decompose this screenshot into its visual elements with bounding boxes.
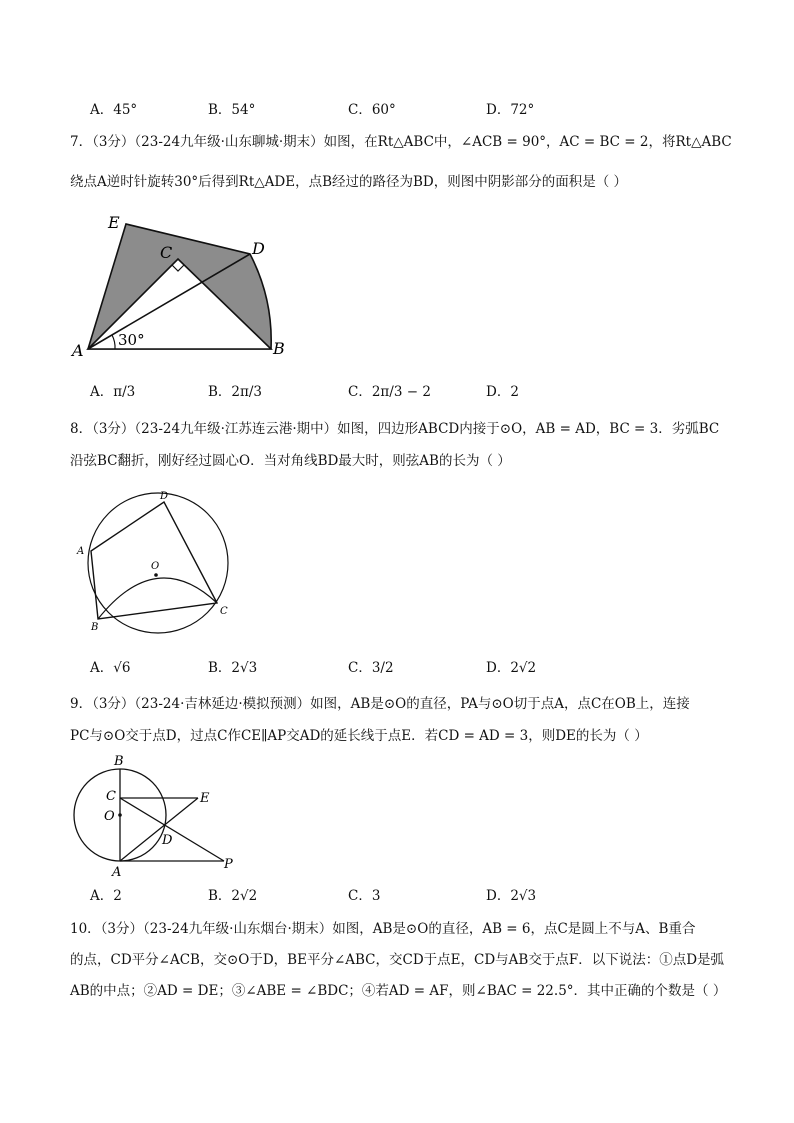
q8-option-d: D．2√2 [486, 660, 537, 676]
q7-text-line2: 绕点A逆时针旋转30°后得到Rt△ADE，点B经过的路径为BD，则图中阴影部分的面积是（ ） [70, 174, 628, 190]
q9-segment-ae [120, 798, 198, 861]
q8-label-o: O [151, 561, 160, 572]
q9-label-e: E [200, 791, 210, 806]
q7-option-a: A．π/3 [90, 384, 136, 400]
q7-label-b: B [273, 339, 285, 358]
q8-option-c: C．3/2 [348, 660, 394, 676]
q9-label-o: O [104, 809, 115, 824]
q8-label-b: B [91, 622, 99, 633]
q6-option-c: C．60° [348, 102, 396, 118]
q9-option-d: D．2√3 [486, 888, 537, 904]
q7-figure [68, 206, 308, 366]
q8-center-o [154, 573, 158, 577]
q9-label-c: C [106, 789, 116, 804]
q8-folded-arc [98, 578, 217, 619]
q8-text-line1: 8．（3分）（23-24九年级·江苏连云港·期中）如图，四边形ABCD内接于⊙O，AB = AD，BC = 3．劣弧BC [70, 421, 720, 437]
q7-label-a: A [72, 341, 84, 360]
q9-label-d: D [162, 833, 173, 848]
q9-label-b: B [114, 754, 124, 769]
q6-option-d: D．72° [486, 102, 535, 118]
q7-label-d: D [252, 239, 265, 258]
q8-option-b: B．2√3 [208, 660, 258, 676]
q8-label-a: A [77, 546, 85, 557]
q10-text-line3: AB的中点；②AD = DE；③∠ABE = ∠BDC；④若AD = AF，则∠BAC = 22.5°．其中正确的个数是（ ） [70, 983, 727, 999]
q7-label-c: C [160, 243, 173, 262]
q8-label-d: D [160, 491, 169, 502]
q9-center-o [118, 813, 122, 817]
q6-option-a: A．45° [90, 102, 138, 118]
q6-option-b: B．54° [208, 102, 256, 118]
q7-option-c: C．2π/3 − 2 [348, 384, 431, 400]
q7-text-line1: 7．（3分）（23-24九年级·山东聊城·期末）如图，在Rt△ABC中，∠ACB = 90°，AC = BC = 2，将Rt△ABC [70, 134, 732, 150]
q9-option-c: C．3 [348, 888, 381, 904]
q8-text-line2: 沿弦BC翻折，刚好经过圆心O．当对角线BD最大时，则弦AB的长为（ ） [70, 453, 511, 469]
q9-figure [68, 750, 248, 880]
q7-label-e: E [108, 213, 120, 232]
q10-text-line1: 10．（3分）（23-24九年级·山东烟台·期末）如图，AB是⊙O的直径，AB = 6，点C是圆上不与A、B重合 [70, 921, 696, 937]
q9-text-line2: PC与⊙O交于点D，过点C作CE∥AP交AD的延长线于点E．若CD = AD = 3，则DE的长为（ ） [70, 728, 648, 744]
q8-option-a: A．√6 [90, 660, 131, 676]
q9-label-a: A [112, 865, 122, 880]
q9-option-b: B．2√2 [208, 888, 258, 904]
q7-option-b: B．2π/3 [208, 384, 263, 400]
q8-figure [72, 488, 252, 638]
q9-option-a: A．2 [90, 888, 122, 904]
q9-text-line1: 9．（3分）（23-24·吉林延边·模拟预测）如图，AB是⊙O的直径，PA与⊙O切于点A，点C在OB上，连接 [70, 696, 690, 712]
q9-label-p: P [224, 857, 233, 872]
q10-text-line2: 的点，CD平分∠ACB，交⊙O于D，BE平分∠ABC，交CD于点E，CD与AB交于点F．以下说法：①点D是弧 [70, 952, 725, 968]
q9-segment-pc [120, 798, 224, 861]
q7-option-d: D．2 [486, 384, 519, 400]
q8-label-c: C [220, 606, 228, 617]
q7-label-angle: 30° [118, 331, 145, 349]
